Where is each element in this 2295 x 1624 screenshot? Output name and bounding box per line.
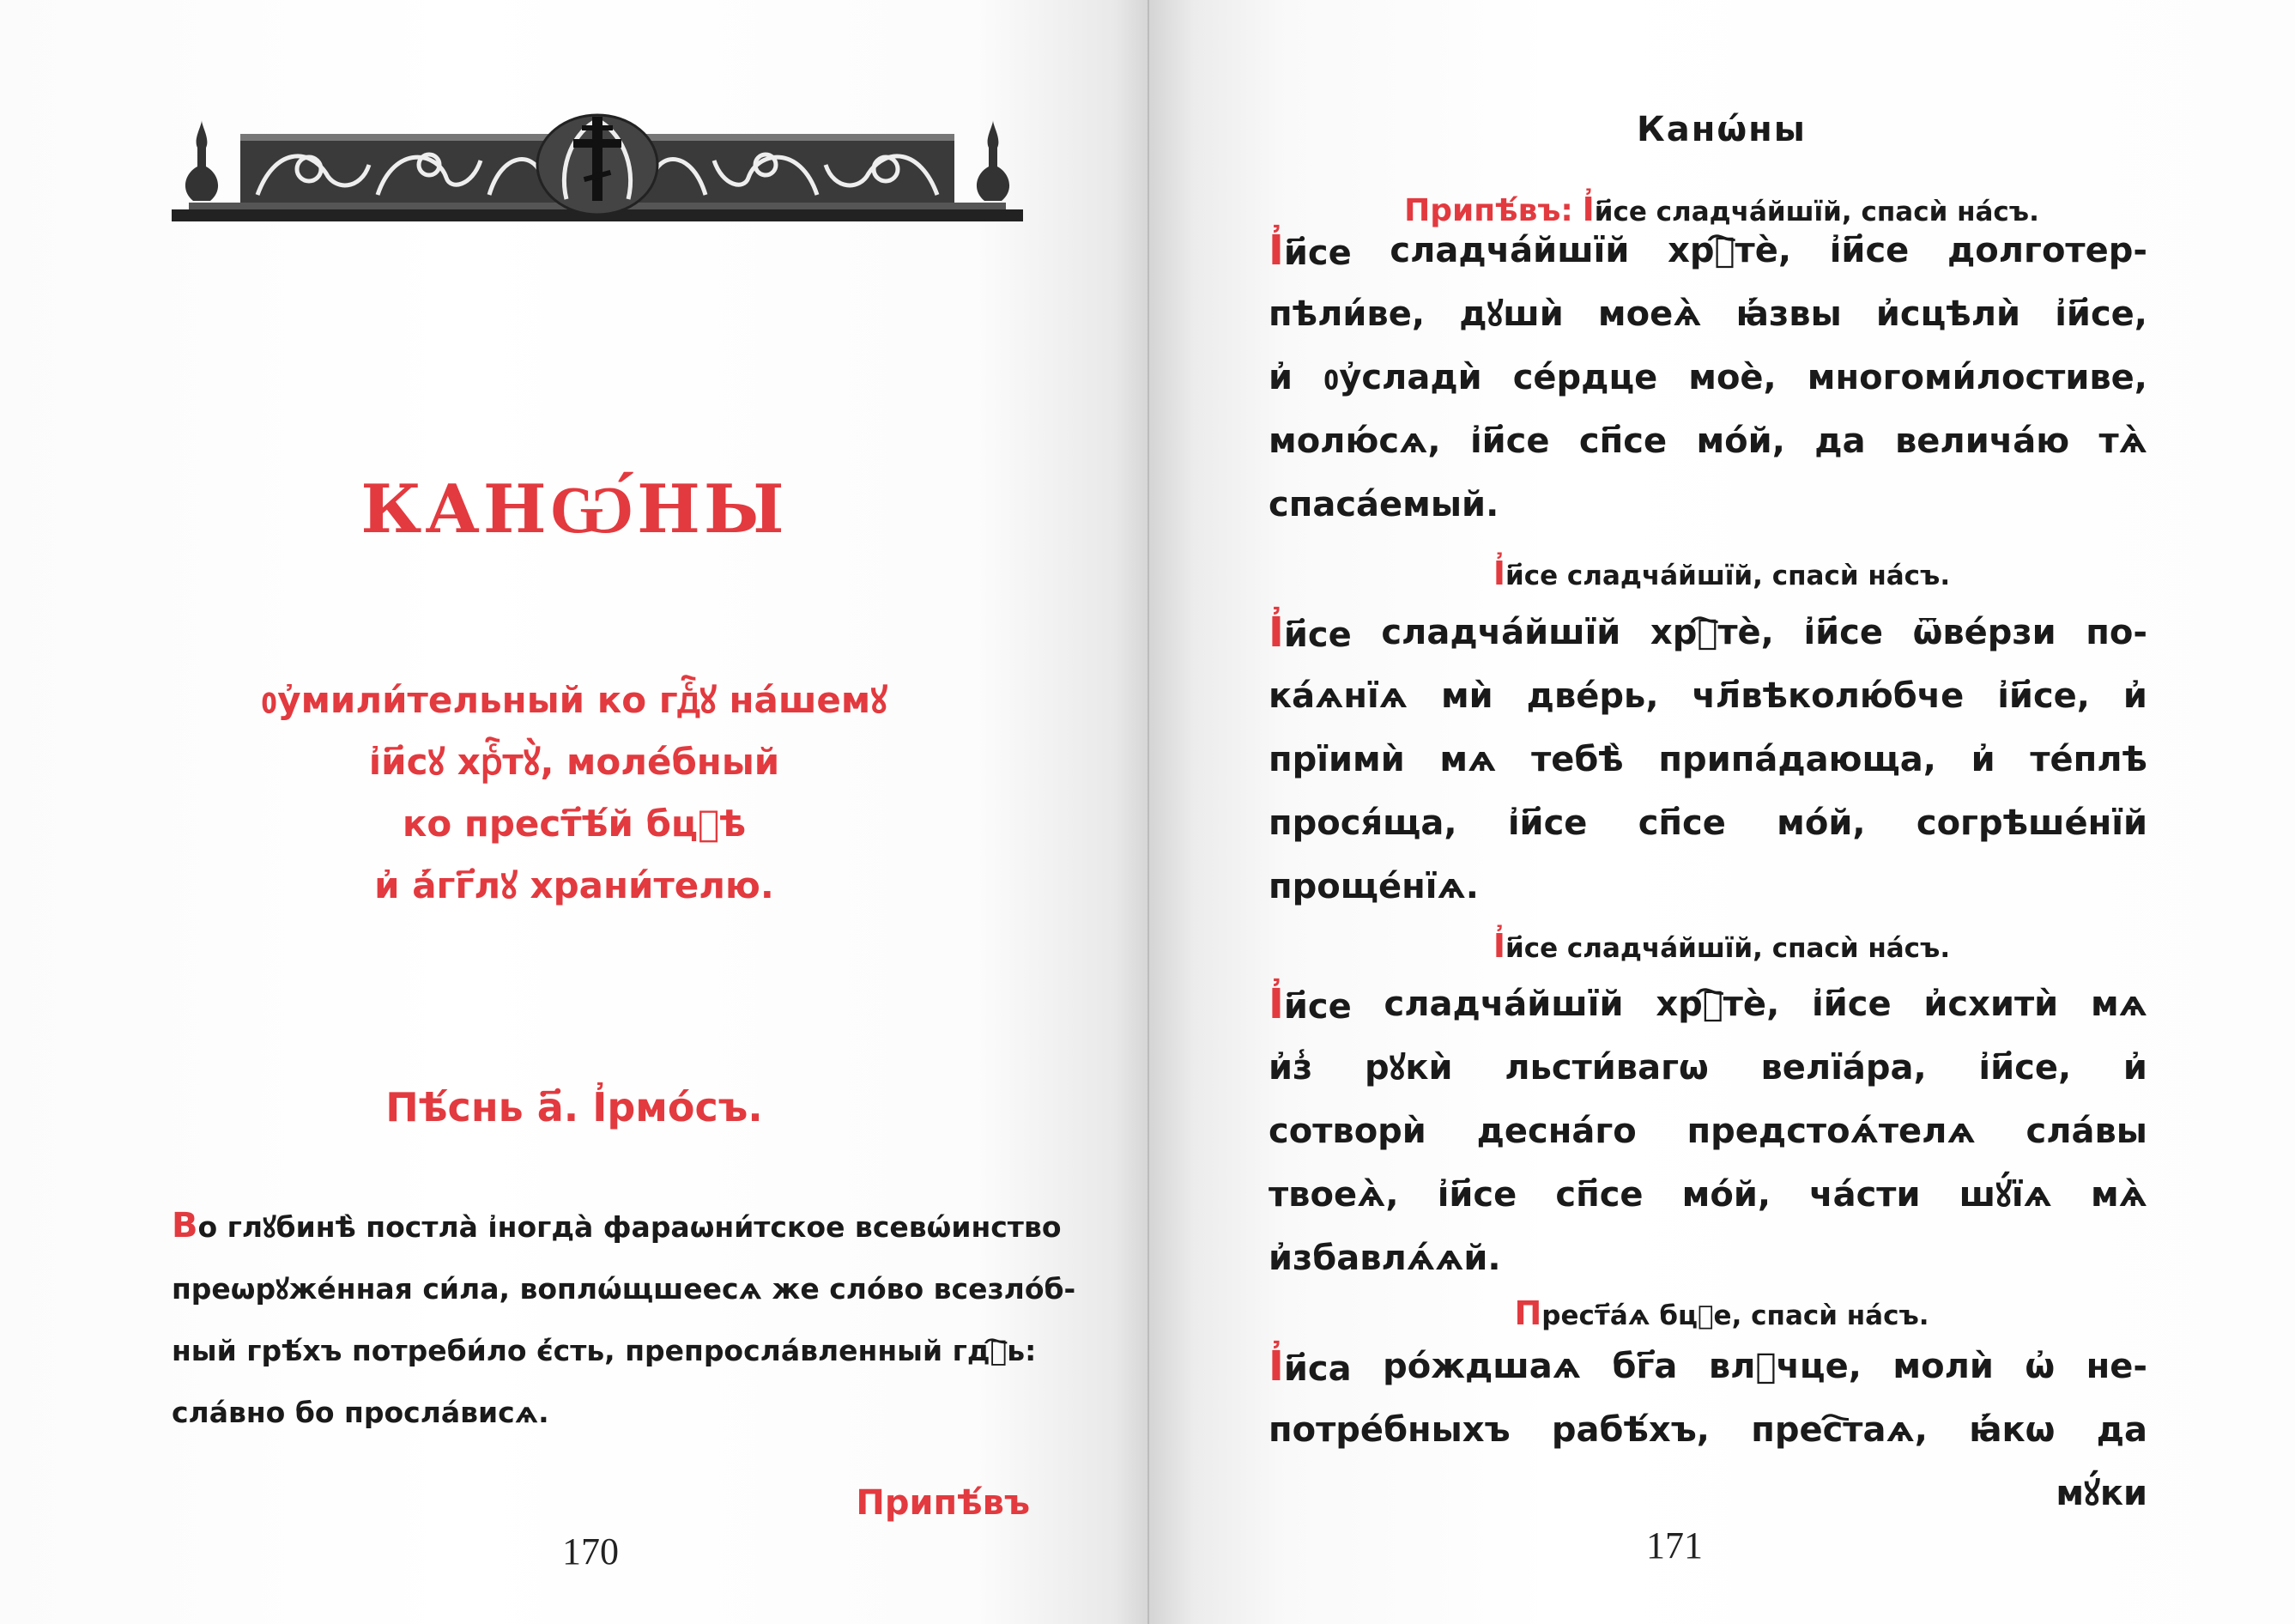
word: тѧ̀: [2098, 421, 2147, 461]
word: і҆и҃се: [1469, 421, 1550, 461]
irmos-line: [172, 1195, 1062, 1258]
theotokion: [1269, 1335, 2147, 1525]
text-line: [1269, 1335, 2147, 1398]
word: молю́сѧ,: [1269, 421, 1441, 461]
text-line: [1269, 1227, 2147, 1290]
subtitle-line: и҆ а҆́гг҃лꙋ храни́телю.: [374, 864, 774, 906]
word: пѣли́ве,: [1269, 294, 1426, 334]
text-line: [1269, 973, 2147, 1036]
word: мꙋ́ки: [2056, 1474, 2147, 1513]
word: по-: [2086, 613, 2147, 652]
word: мѧ: [1439, 740, 1497, 779]
refrain-initial: І҆: [1493, 554, 1506, 592]
word: ᲂу҆сладѝ: [1323, 358, 1482, 397]
word: и҆: [2122, 676, 2147, 716]
word: і҆и҃се,: [2055, 294, 2147, 334]
word: и҆збавлѧ́ѧй.: [1269, 1239, 1501, 1278]
initial-letter: І҆: [1269, 980, 1284, 1028]
word: моѐ,: [1688, 358, 1777, 397]
word: мѝ: [1440, 676, 1493, 716]
refrain-initial: І҆: [1582, 191, 1595, 228]
text-line: [1269, 1036, 2147, 1100]
word: І҆и҃се: [1269, 609, 1352, 657]
word: льсти́вагѡ: [1505, 1048, 1709, 1088]
word: потре́бныхъ: [1269, 1410, 1511, 1450]
word: сладча́йшїй: [1390, 231, 1630, 270]
word: ѡ҆: [2025, 1347, 2056, 1386]
word: и҆схитѝ: [1923, 985, 2059, 1024]
text-line: [1269, 855, 2147, 918]
word: и҆з̾: [1269, 1048, 1313, 1088]
text-line: [1269, 601, 2147, 664]
word: мо́й,: [1681, 1175, 1771, 1215]
word: хрⷭ҇тѐ,: [1668, 231, 1792, 270]
word: і҆и҃се: [1437, 1175, 1517, 1215]
refrain-initial: П: [1514, 1294, 1542, 1332]
text-line: [1269, 282, 2147, 346]
subtitle-line: і҆и҃сꙋ хрⷭ҇тꙋ̀, моле́бный: [368, 741, 780, 783]
word: прося́ща,: [1269, 803, 1457, 843]
drop-cap: В: [172, 1206, 198, 1245]
word: ѿве́рзи: [1912, 613, 2056, 652]
initial-letter: І҆: [1269, 227, 1284, 275]
word: предстоѧ́телѧ: [1686, 1112, 1976, 1151]
word: мѧ̀: [2090, 1175, 2147, 1215]
page-number-right: 171: [1646, 1524, 1703, 1566]
book-gutter: [1148, 0, 1149, 1624]
word: І҆и҃се: [1269, 980, 1352, 1028]
word: хрⷭ҇тѐ,: [1650, 613, 1774, 652]
text-line: [1269, 1462, 2147, 1525]
word: дꙋшѝ: [1459, 294, 1564, 334]
word: прїимѝ: [1269, 740, 1405, 779]
word: да: [1814, 421, 1866, 461]
word: многоми́лостиве,: [1807, 358, 2147, 397]
irmos-text: [172, 1195, 1076, 1444]
word: чл҃вѣколю́бче: [1692, 676, 1965, 716]
ode-heading: Пѣ́снь а҃. І҆рмо́съ.: [385, 1084, 763, 1130]
subtitle-line: ᲂу҆мили́тельный ко гдⷭ҇ꙋ на́шемꙋ: [261, 679, 887, 721]
text-line: [1269, 1163, 2147, 1227]
word: сп҃се: [1638, 803, 1726, 843]
word: рабѣ́хъ,: [1551, 1410, 1710, 1450]
text-line: [1269, 728, 2147, 791]
word: хрⷭ҇тѐ,: [1656, 985, 1780, 1024]
word: і҆и҃се,: [1997, 676, 2090, 716]
word: велїа́ра,: [1760, 1048, 1927, 1088]
word: бг҃а: [1612, 1347, 1678, 1386]
word: твоеѧ̀,: [1269, 1175, 1399, 1215]
word: сладча́йшїй: [1381, 613, 1621, 652]
irmos-line: преѡрꙋже́нная си́ла, воплѡ́щшеесѧ же сло́во всезло́б-: [172, 1272, 1076, 1306]
word: і҆и҃се: [1829, 231, 1910, 270]
headpiece-ornament: [163, 113, 1032, 233]
initial-letter: І҆: [1269, 609, 1284, 657]
refrain-initial: І҆: [1493, 927, 1506, 965]
refrain-text: и҃се сладча́йшїй, спасѝ на́съ.: [1505, 933, 1951, 964]
word: и҆: [1971, 740, 1995, 779]
irmos-line: сла́вно бо просла́висѧ.: [172, 1396, 549, 1429]
text-line: [1269, 219, 2147, 282]
refrain-text: и҃се сладча́йшїй, спасѝ на́съ.: [1594, 197, 2039, 227]
word: І҆и҃са: [1269, 1342, 1352, 1391]
word: две́рь,: [1526, 676, 1659, 716]
refrain-label: Припѣ́въ:: [1404, 193, 1573, 228]
catchword: Припѣ́въ: [856, 1483, 1030, 1523]
refrain-text: рест҃а́ѧ бцⷣе, спасѝ на́съ.: [1541, 1300, 1929, 1331]
word: и҆: [2122, 1048, 2147, 1088]
subtitle-line: ко прест҃ѣ́й бцⷣѣ: [402, 803, 747, 845]
troparion-2: [1269, 601, 2147, 918]
refrain-line: [1148, 1294, 2295, 1332]
word: и҆сцѣлѝ: [1875, 294, 2021, 334]
word: і҆и҃се: [1803, 613, 1884, 652]
word: тебѣ̀: [1531, 740, 1624, 779]
troparion-1: [1269, 219, 2147, 536]
word: десна́го: [1476, 1112, 1637, 1151]
page-number-left: 170: [562, 1530, 619, 1572]
word: сп҃се: [1555, 1175, 1644, 1215]
word: і҆и҃се: [1507, 803, 1588, 843]
word: мо́й,: [1777, 803, 1866, 843]
word: рꙋкѝ: [1364, 1048, 1453, 1088]
refrain-line: [1148, 554, 2295, 592]
word: велича́ю: [1894, 421, 2070, 461]
word: ꙗ҆́кѡ: [1969, 1410, 2056, 1450]
word: не-: [2086, 1347, 2147, 1386]
text-line: [1269, 1398, 2147, 1462]
word: проще́нїѧ.: [1269, 867, 1479, 906]
word: і҆и҃се: [1812, 985, 1892, 1024]
word: ро́ждшаѧ: [1383, 1347, 1582, 1386]
word: сла́вы: [2026, 1112, 2147, 1151]
subtitle-block: [0, 670, 1148, 917]
word: молѝ: [1892, 1347, 1994, 1386]
text-line: [1269, 664, 2147, 728]
word: мо́й,: [1696, 421, 1785, 461]
initial-letter: І҆: [1269, 1342, 1284, 1391]
word: ꙗ҆́звы: [1735, 294, 1842, 334]
word: се́рдце: [1512, 358, 1658, 397]
text-line: [1269, 791, 2147, 855]
word: и҆: [1269, 358, 1293, 397]
word: те́плѣ: [2030, 740, 2147, 779]
irmos-line: ный грѣ́хъ потреби́ло є҆́сть, препросла́вленный гдⷭ҇ь:: [172, 1334, 1037, 1367]
page-title: КАНѠ́НЫ: [360, 470, 788, 548]
refrain-line: [1148, 927, 2295, 965]
word: І҆и҃се: [1269, 227, 1352, 275]
word: спаса́емый.: [1269, 485, 1499, 524]
word: сп҃се: [1578, 421, 1668, 461]
word: і҆и҃се,: [1978, 1048, 2072, 1088]
word: моеѧ̀: [1597, 294, 1702, 334]
text-line: [1269, 346, 2147, 409]
word: долготер-: [1947, 231, 2147, 270]
word: сотворѝ: [1269, 1112, 1426, 1151]
word: шꙋ́їѧ: [1959, 1175, 2052, 1215]
word: сладча́йшїй: [1384, 985, 1624, 1024]
irmos-line-text: о глꙋбинѣ̀ постла̀ і҆ногда̀ фараѡни́тское всевѡ́инство: [197, 1210, 1062, 1244]
word: мѧ: [2090, 985, 2147, 1024]
word: согрѣше́нїй: [1916, 803, 2147, 843]
word: ча́сти: [1809, 1175, 1921, 1215]
word: прес҇таѧ,: [1751, 1410, 1928, 1450]
word: влⷣчце,: [1708, 1347, 1862, 1386]
refrain-text: и҃се сладча́йшїй, спасѝ на́съ.: [1505, 561, 1951, 591]
text-line: [1269, 1100, 2147, 1163]
word: ка́ѧнїѧ: [1269, 676, 1408, 716]
text-line: [1269, 473, 2147, 536]
word: припа́дающа,: [1658, 740, 1936, 779]
word: да: [2096, 1410, 2147, 1450]
text-line: [1269, 409, 2147, 473]
troparion-3: [1269, 973, 2147, 1290]
running-head: Канѡ́ны: [1637, 110, 1807, 149]
